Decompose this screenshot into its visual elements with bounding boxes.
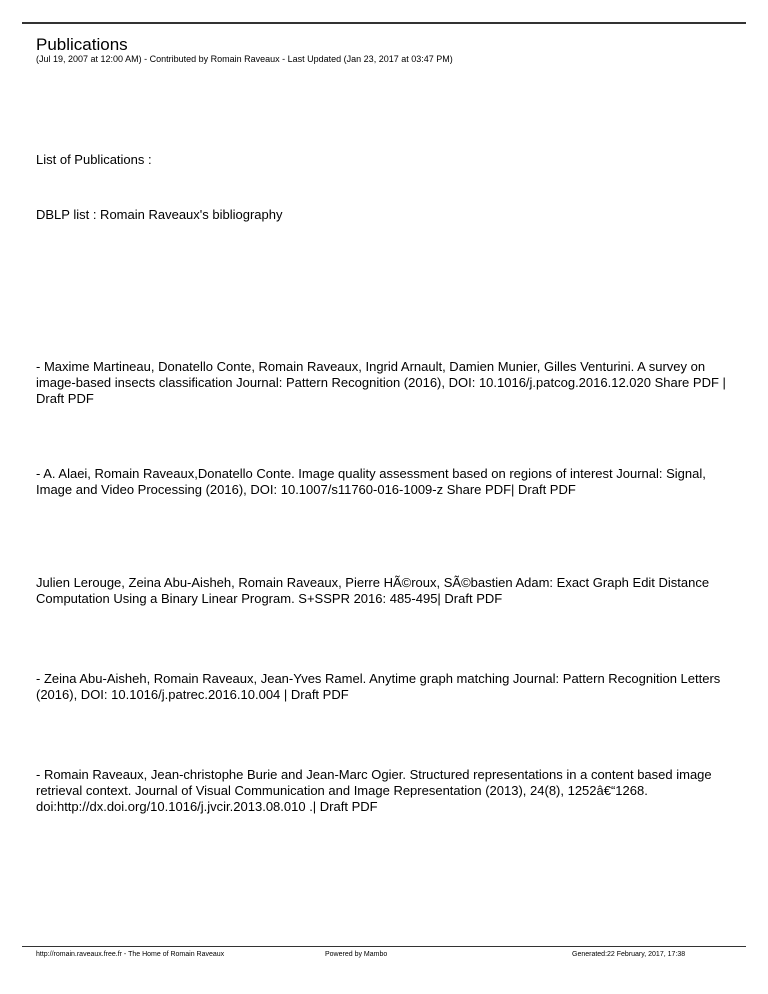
footer-powered-by: Powered by Mambo (325, 951, 388, 958)
footer-generated: Generated:22 February, 2017, 17:38 (572, 951, 686, 958)
article-meta: (Jul 19, 2007 at 12:00 AM) - Contributed by Romain Raveaux - Last Updated (Jan 23, 2017 at 03:47 PM) (36, 54, 453, 64)
publication-item: Julien Lerouge, Zeina Abu-Aisheh, Romain Raveaux, Pierre HÃ©roux, SÃ©bastien Adam: Exact Graph Edit Distance Computation Using a Binary Linear Program. S+SSPR 2016: 485-495| Draft PDF (36, 575, 710, 606)
publication-item: - Romain Raveaux, Jean-christophe Burie and Jean-Marc Ogier. Structured representations in a content based image retrieval context. Journal of Visual Communication and Image Representation (2013), 24(8), 1252â€“1268. doi:http://dx.doi.org/10.1016/j.jvcir.2013.08.010 .| Draft PDF (36, 767, 712, 814)
dblp-line: DBLP list : Romain Raveaux's bibliography (36, 207, 283, 222)
top-divider (22, 22, 746, 24)
publication-item: - A. Alaei, Romain Raveaux,Donatello Conte. Image quality assessment based on regions of interest Journal: Signal, Image and Video Processing (2016), DOI: 10.1007/s11760-016-1009-z Share PDF| Draft PDF (36, 466, 706, 497)
page-title: Publications (36, 35, 128, 54)
bottom-divider (22, 946, 746, 947)
publication-item: - Zeina Abu-Aisheh, Romain Raveaux, Jean-Yves Ramel. Anytime graph matching Journal: Pattern Recognition Letters (2016), DOI: 10.1016/j.patrec.2016.10.004 | Draft PDF (36, 671, 721, 702)
publication-item: - Maxime Martineau, Donatello Conte, Romain Raveaux, Ingrid Arnault, Damien Munier, Gilles Venturini. A survey on image-based insects classification Journal: Pattern Recognition (2016), DOI: 10.1016/j.patcog.2016.12.020 Share PDF | Draft PDF (36, 359, 726, 406)
footer-site-link: http://romain.raveaux.free.fr - The Home of Romain Raveaux (36, 951, 225, 958)
list-heading: List of Publications : (36, 152, 152, 167)
